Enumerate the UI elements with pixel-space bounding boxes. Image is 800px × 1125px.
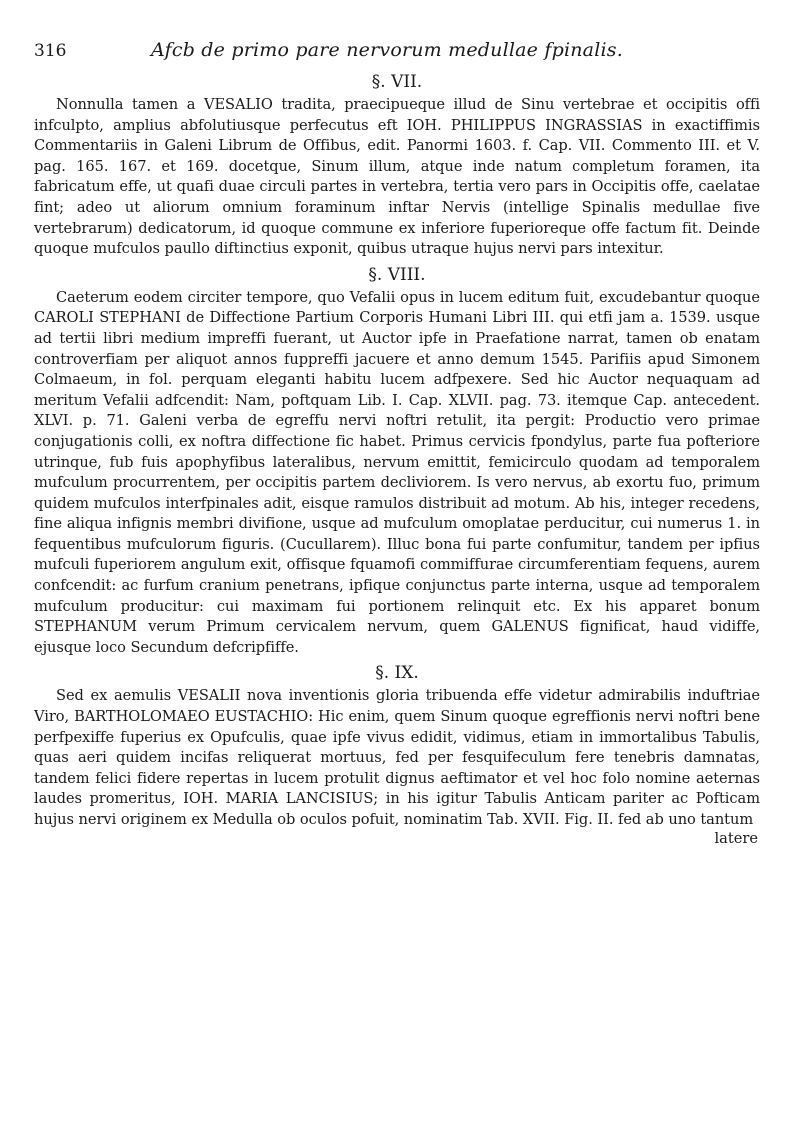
page-number: 316 [34,41,67,61]
section-text: Caeterum eodem circiter tempore, quo Vefalii opus in lucem editum fuit, excudebantur quoque CAROLI STEPHANI de Diffectione Partium Corporis Humani Libri III. qui etfi jam a. 1539. usque ad tertii libri medium impreffi fuerant, ut Auctor ipfe in Praefatione narrat, tamen ob enatam controverfiam per aliquot annos fuppreffi jacuere et anno demum 1545. Parifiis apud Simonem Colmaeum, in fol. perquam eleganti habitu lucem adfpexere. Sed hic Auctor nequaquam ad meritum Vefalii adfcendit: Nam, poftquam Lib. I. Cap. XLVII. pag. 73. itemque Cap. antecedent. XLVI. p. 71. Galeni verba de egreffu nervi noftri retulit, ita pergit: Productio vero primae conjugationis colli, ex noftra diffectione fic habet. Primus cervicis fpondylus, parte fua pofteriore utrinque, fub fuis apophyfibus lateralibus, nervum emittit, femicirculo quodam ad temporalem mufculum procurrentem, per occipitis partem decliviorem. Is vero nervus, ab exortu fuo, primum quidem mufculos interfpinales adit, eisque ramulos distribuit ad motum. Ab his, integer recedens, fine aliqua infignis membri divifione, usque ad mufculum omoplatae perducitur, cui numerus 1. in fequentibus mufculorum figuris. (Cucullarem). Illuc bona fui parte confumitur, tandem per ipfius mufculi fuperiorem angulum exit, offisque fquamofi commiffurae circumferentiam fequens, aurem confcendit: ac furfum cranium penetrans, ipfique conjunctus parte interna, usque ad temporalem mufculum producitur: cui maximam fui portionem relinquit etc. Ex his apparet bonum STEPHANUM verum Primum cervicalem nervum, quem GALENUS fignificat, haud vidiffe, ejusque loco Secundum defcripfiffe. [34,288,760,656]
section-text: Sed ex aemulis VESALII nova inventionis gloria tribuenda effe videtur admirabilis induftriae Viro, BARTHOLOMAEO EUSTACHIO: Hic enim, quem Sinum quoque egreffionis nervi noftri bene perfpexiffe fuperius ex Opufculis, quae ipfe vivus edidit, vidimus, etiam in immortalibus Tabulis, quas aeri quidem incifas reliquerat mortuus, fed per fesquifeculum fere tenebris damnatas, tandem felici fidere repertas in lucem protulit dignus aeftimator et vel hoc folo nomine aeternas laudes promeritus, IOH. MARIA LANCISIUS; in his igitur Tabulis Anticam pariter ac Pofticam hujus nervi originem ex Medulla ob oculos pofuit, nominatim Tab. XVII. Fig. II. fed ab uno tantum [34,687,760,828]
section-7 [34,71,760,260]
section-8 [34,264,760,659]
catchword: latere [714,829,758,847]
section-mark: §. VIII. [368,264,426,285]
section-9 [34,662,760,830]
running-header [34,38,760,63]
running-title: Afcb de primo pare nervorum medullae fpinalis. [151,39,623,61]
section-mark: §. VII. [371,72,423,92]
section-mark: §. IX. [375,663,419,684]
section-text: Nonnulla tamen a VESALIO tradita, praecipueque illud de Sinu vertebrae et occipitis offi infculpto, amplius abfolutiusque perfecutus eft IOH. PHILIPPUS INGRASSIAS in exactiffimis Commentariis in Galeni Librum de Offibus, edit. Panormi 1603. f. Cap. VII. Commento III. et V. pag. 165. 167. et 169. docetque, Sinum illum, atque inde natum completum foramen, ita fabricatum effe, ut quafi duae circuli partes in vertebra, tertia vero pars in Occipitis offe, caelatae fint; adeo ut aliorum omnium foraminum inftar Nervis (intellige Spinalis medullae five vertebrarum) dedicatorum, id quoque commune ex inferiore fuperioreque offe factum fit. Deinde quoque mufculos paullo diftinctius exponit, quibus utraque hujus nervi pars intexitur. [34,96,760,258]
